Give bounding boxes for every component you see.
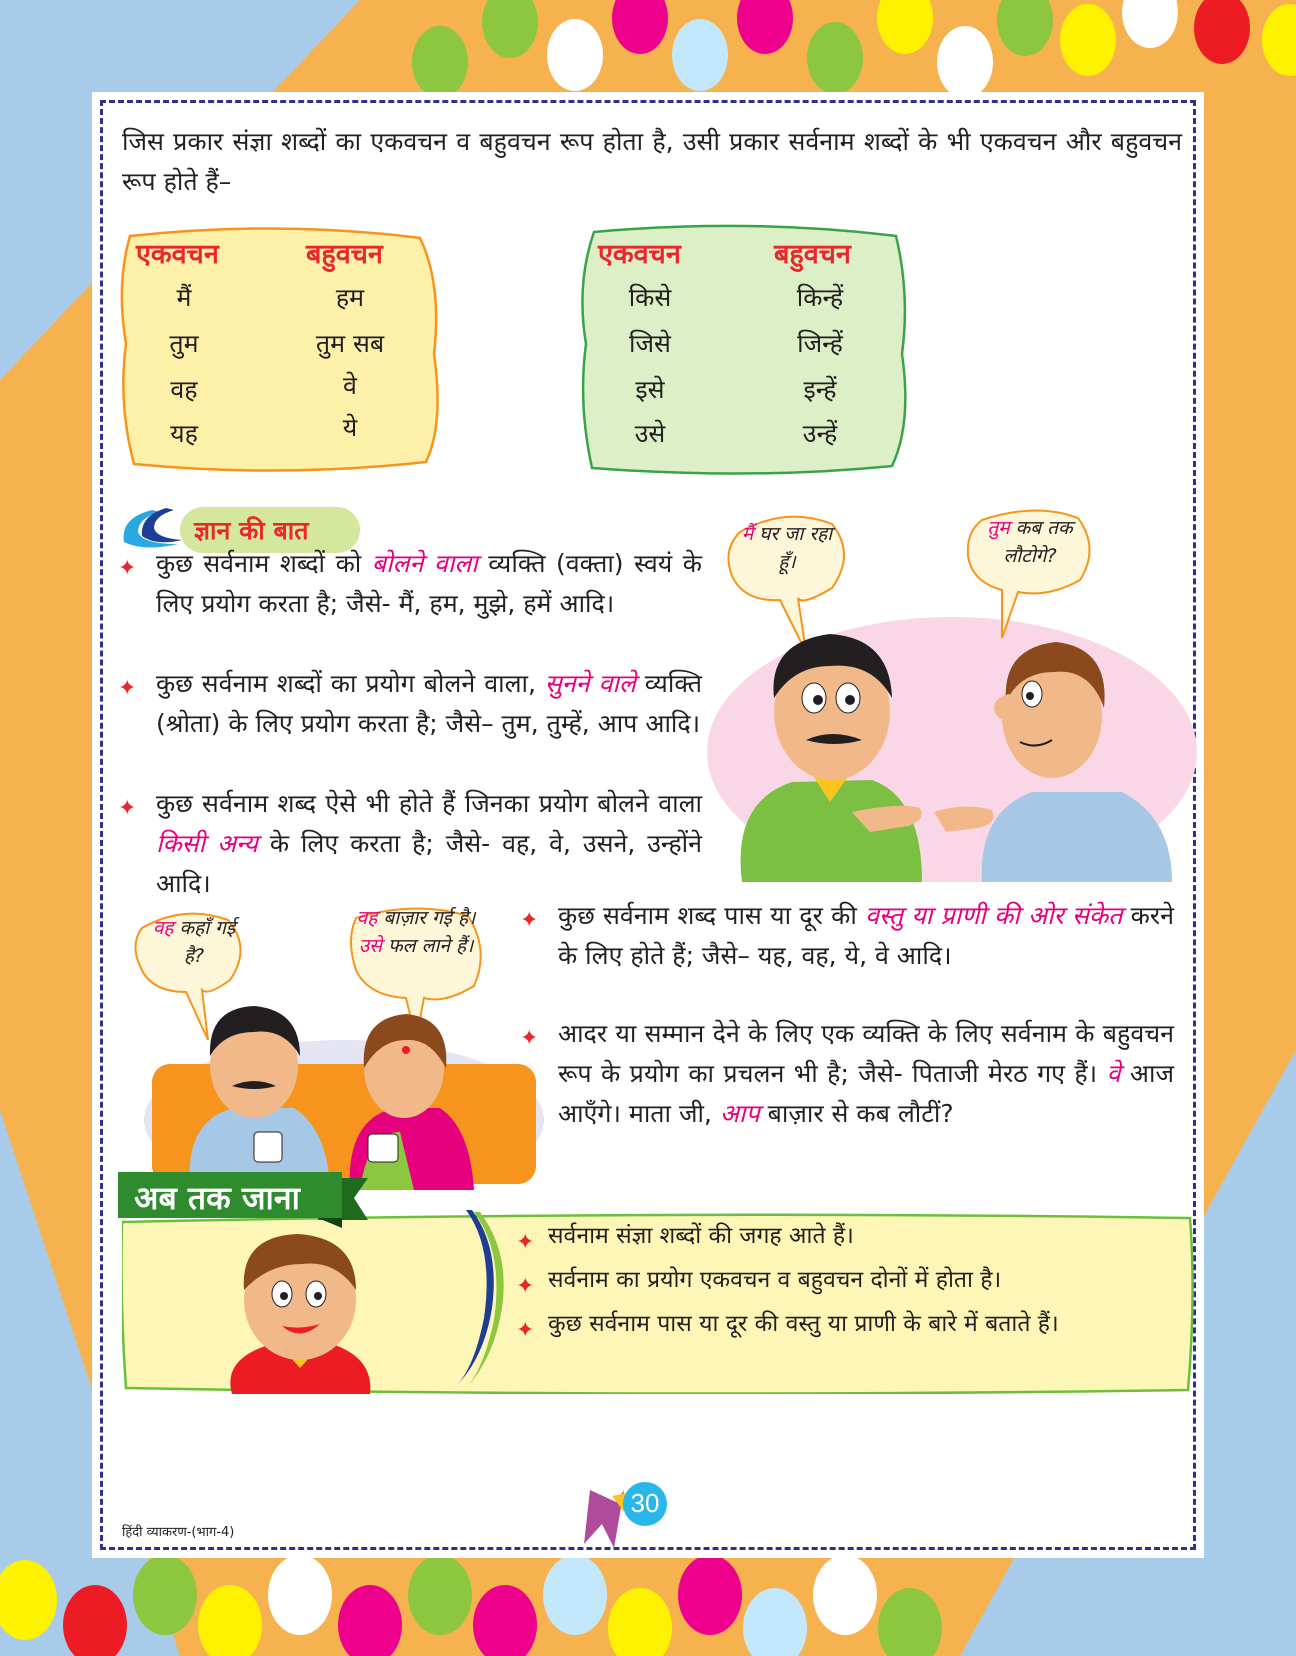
intro-paragraph: जिस प्रकार संज्ञा शब्दों का एकवचन व बहुवचन रूप होता है, उसी प्रकार सर्वनाम शब्दों के भी एकवचन और बहुवचन रूप होते हैं– bbox=[122, 127, 1182, 196]
content-page bbox=[92, 92, 1204, 1558]
pronoun-table-right bbox=[580, 224, 908, 476]
table-left-cell: वे bbox=[343, 371, 357, 400]
speech-bubble-man2-text: कब तक लौटोगे? bbox=[1003, 517, 1073, 567]
speech-bubble-husband-highlight: वह bbox=[152, 917, 174, 939]
gyan-bullet-2-text: कुछ सर्वनाम शब्दों का प्रयोग बोलने वाला, bbox=[156, 669, 545, 698]
gyan-bullet-5-text: आज आएँगे। माता जी, bbox=[558, 1059, 1174, 1128]
table-left-head-singular: एकवचन bbox=[136, 239, 219, 270]
table-left-cell: वह bbox=[170, 375, 198, 404]
table-right-cell: उसे bbox=[634, 419, 666, 448]
gyan-bullet-5 bbox=[558, 1014, 1174, 1134]
table-right-cell: जिन्हें bbox=[797, 329, 843, 358]
gyan-bullet-5-highlight: वे bbox=[1106, 1059, 1121, 1088]
table-left-head-plural: बहुवचन bbox=[306, 239, 383, 270]
speech-bubble-wife bbox=[356, 904, 476, 960]
bullet-star-icon: ✦ bbox=[520, 908, 539, 933]
table-left-cell: ये bbox=[342, 413, 358, 442]
gyan-ki-baat-label: ज्ञान की बात bbox=[194, 516, 309, 545]
table-right-head-plural: बहुवचन bbox=[774, 239, 851, 270]
gyan-bullet-2-highlight: सुनने वाले bbox=[544, 669, 636, 698]
book-title: हिंदी व्याकरण-(भाग-4) bbox=[122, 1525, 235, 1540]
gyan-bullet-4-text: कुछ सर्वनाम शब्द पास या दूर की bbox=[558, 901, 866, 930]
speech-bubble-wife-text: फल लाने हैं। bbox=[381, 935, 474, 957]
speech-bubble-man1-highlight: मैं bbox=[741, 523, 754, 545]
gyan-bullet-3 bbox=[156, 784, 702, 904]
ab-tak-jana-title: अब तक जाना bbox=[134, 1179, 300, 1217]
table-right-cell: जिसे bbox=[629, 329, 671, 358]
speech-bubble-man2 bbox=[970, 514, 1090, 570]
bullet-star-icon: ✦ bbox=[520, 1026, 539, 1051]
bullet-star-icon: ✦ bbox=[516, 1318, 535, 1343]
summary-item-1: सर्वनाम संज्ञा शब्दों की जगह आते हैं। bbox=[548, 1223, 854, 1249]
gyan-bullet-3-text: के लिए करता है; जैसे- वह, वे, उसने, उन्होंने आदि। bbox=[156, 829, 702, 898]
gyan-bullet-1-text: व्यक्ति (वक्ता) स्वयं के लिए प्रयोग करता है; जैसे- मैं, हम, मुझे, हमें आदि। bbox=[156, 549, 702, 618]
gyan-bullet-1-highlight: बोलने वाला bbox=[371, 549, 478, 578]
speech-bubble-wife-highlight: उसे bbox=[358, 935, 382, 957]
table-left-cell: तुम सब bbox=[315, 329, 385, 358]
summary-item-3: कुछ सर्वनाम पास या दूर की वस्तु या प्राणी के बारे में बताते हैं। bbox=[548, 1311, 1059, 1337]
table-left-cell: तुम bbox=[169, 329, 199, 358]
gyan-bullet-3-text: कुछ सर्वनाम शब्द ऐसे भी होते हैं जिनका प्रयोग बोलने वाला bbox=[156, 789, 702, 818]
bullet-star-icon: ✦ bbox=[118, 796, 137, 821]
bullet-star-icon: ✦ bbox=[516, 1230, 535, 1255]
page-number: 30 bbox=[630, 1488, 660, 1518]
gyan-bullet-2-text: व्यक्ति (श्रोता) के लिए प्रयोग करता है; जैसे– तुम, तुम्हें, आप आदि। bbox=[156, 669, 702, 738]
speech-bubble-husband bbox=[144, 914, 244, 970]
table-right-cell: इन्हें bbox=[803, 375, 837, 404]
table-right-cell: उन्हें bbox=[802, 419, 838, 448]
bullet-star-icon: ✦ bbox=[118, 676, 137, 701]
gyan-bullet-5-text: बाज़ार से कब लौटीं? bbox=[759, 1099, 954, 1128]
speech-bubble-wife-highlight: वह bbox=[356, 907, 378, 929]
gyan-bullet-1-text: कुछ सर्वनाम शब्दों को bbox=[156, 549, 372, 578]
table-right-cell: इसे bbox=[635, 375, 665, 404]
table-left-cell: यह bbox=[170, 419, 198, 448]
pronoun-table-left bbox=[120, 224, 440, 476]
speech-bubble-man2-highlight: तुम bbox=[987, 517, 1010, 539]
gyan-bullet-1 bbox=[156, 544, 702, 624]
gyan-bullet-4-text: करने के लिए होते हैं; जैसे– यह, वह, ये, वे आदि। bbox=[558, 901, 1174, 970]
gyan-bullet-4-highlight: वस्तु या प्राणी की ओर संकेत bbox=[865, 901, 1123, 930]
table-left-cell: हम bbox=[335, 283, 365, 312]
table-right-head-singular: एकवचन bbox=[598, 239, 681, 270]
gyan-bullet-5-text: आदर या सम्मान देने के लिए एक व्यक्ति के लिए सर्वनाम के बहुवचन रूप के प्रयोग का प्रचलन भी है; जैसे- पिताजी मेरठ गए हैं। bbox=[558, 1019, 1174, 1088]
gyan-bullet-4 bbox=[558, 896, 1174, 976]
bullet-star-icon: ✦ bbox=[118, 556, 137, 581]
gyan-bullet-5-highlight: आप bbox=[719, 1099, 760, 1128]
speech-bubble-husband-text: कहाँ गई है? bbox=[173, 917, 236, 967]
speech-bubble-wife-text: बाज़ार गई है। bbox=[377, 907, 476, 929]
bullet-star-icon: ✦ bbox=[516, 1274, 535, 1299]
gyan-bullet-3-highlight: किसी अन्य bbox=[156, 829, 258, 858]
speech-bubble-man1 bbox=[732, 520, 842, 576]
gyan-bullet-2 bbox=[156, 664, 702, 744]
table-right-cell: किसे bbox=[628, 283, 672, 312]
table-right-cell: किन्हें bbox=[796, 283, 844, 312]
table-left-cell: मैं bbox=[176, 283, 192, 312]
speech-bubble-man1-text: घर जा रहा हूँ। bbox=[753, 523, 833, 573]
summary-item-2: सर्वनाम का प्रयोग एकवचन व बहुवचन दोनों में होता है। bbox=[548, 1267, 1002, 1293]
